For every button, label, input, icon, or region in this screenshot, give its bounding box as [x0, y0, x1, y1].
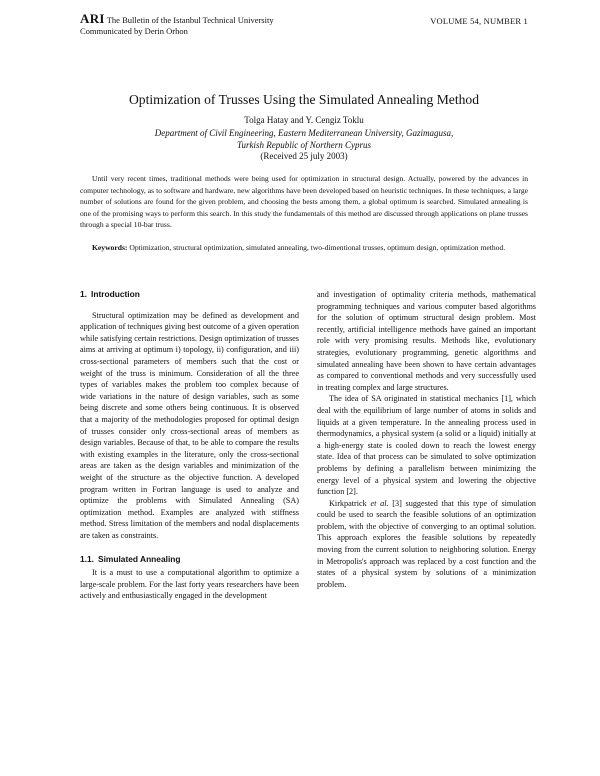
section-title: Introduction	[91, 289, 140, 299]
affiliation-line-1: Department of Civil Engineering, Eastern Mediterranean University, Gazimagusa,	[154, 128, 454, 138]
communicated-by: Communicated by Derin Orhon	[80, 26, 188, 36]
section-number: 1.	[80, 289, 87, 299]
et-al: et al.	[370, 498, 389, 508]
left-column	[80, 289, 299, 602]
sa-paragraph-3-text: [3] suggested that this type of simulation could be used to search the feasible solutions of an optimization problem, with the objective of converging to an optimal solution. This approach explores the feasible solutions by repeatedly moving from the current solution to neighboring solution. Energy in Metropolis's approach was replaced by a cost function and the states of a physical system by solutions of a minimization problem.	[317, 498, 537, 589]
keywords	[80, 242, 528, 254]
subsection-title: Simulated Annealing	[97, 554, 181, 565]
keywords-label: Keywords:	[92, 243, 128, 252]
keywords-text: Optimization, structural optimization, simulated annealing, two-dimentional trusses, optimum design, optimization method.	[129, 243, 506, 252]
cited-author: Kirkpatrick	[329, 498, 367, 508]
abstract: Until very recent times, traditional methods were being used for optimization in structural design. Actually, powered by the advances in computer technology, as to software and hardware, new algorithms have been developed based on heuristic techniques. In these techniques, a large number of solutions are found for the given problem, and choosing the bests among them, a global optimum is searched. Simulated annealing is one of the promising ways to perform this search. In this study the fundamentals of this method are discussed through applications on plane trusses through a special 10-bar truss.	[80, 174, 528, 230]
subsection-heading-simulated-annealing	[80, 554, 299, 566]
journal-full-name: The Bulletin of the Istanbul Technical University	[106, 15, 274, 25]
paper-title: Optimization of Trusses Using the Simulated Annealing Method	[128, 92, 480, 107]
author-affiliation	[120, 127, 488, 151]
journal-header	[80, 13, 274, 37]
sa-paragraph-3	[317, 498, 536, 591]
sa-paragraph-2: The idea of SA originated in statistical mechanics [1], which deal with the equilibrium of large number of atoms in solids and liquids at a given temperature. In the annealing process used in thermodynamics, a physical system (a solid or a liquid) initially at a high-energy state is cooled down to reach the lowest energy state. Idea of that process can be simulated to solve optimization problems by defining a parallelism between minimizing the energy level of a physical system and lowering the objective function [2].	[317, 394, 536, 497]
right-column	[317, 289, 536, 590]
subsection-number: 1.1.	[80, 554, 94, 565]
volume-number: VOLUME 54, NUMBER 1	[430, 16, 528, 26]
sa-paragraph-1: It is a must to use a computational algorithm to optimize a large-scale problem. For the last forty years researchers have been actively and enthusiastically engaged in the development	[80, 568, 299, 601]
sa-paragraph-1-continued: and investigation of optimality criteria methods, mathematical programming techniques and various computer based algorithms for the solution of optimum structural design problem. Most recently, artificial intelligence methods have gained an important role with very promising results. Methods like, evolutionary strategies, evolutionary programming, genetic algorithms and simulated annealing have been shown to have certain advantages as compared to conventional methods and very successfully used in treating complex and large structures.	[317, 290, 536, 392]
paper-authors: Tolga Hatay and Y. Cengiz Toklu	[244, 115, 364, 125]
affiliation-line-2: Turkish Republic of Northern Cyprus	[236, 140, 371, 150]
journal-short-name: ARI	[80, 11, 105, 26]
intro-paragraph: Structural optimization may be defined as development and application of techniques giving best outcome of a given operation while satisfying certain restrictions. Design optimization of trusses aims at arriving at optimum i) topology, ii) configuration, and iii) cross-sectional parameters of members such that the cost or weight of the truss is minimum. Consideration of all the three types of variables makes the problem too complex because of wide variations in the nature of design variables, such as some being discrete and some others being continuous. It is observed that a majority of the methodologies proposed for optimal design of trusses consider only cross-sectional areas of members as design variables. Because of that, to be able to compare the results with existing examples in the literature, only the cross-sectional areas are taken as the design variables and minimization of the weight of the structure as the objective function. A developed program written in Fortran language is used to analyze and optimize the problems with Simulated Annealing (SA) optimization method. Examples are analyzed with stiffness method. Stress limitation of the members and nodal displacements are taken as constraints.	[80, 310, 299, 540]
section-heading-introduction	[80, 289, 299, 301]
received-date: (Received 25 july 2003)	[260, 151, 348, 161]
